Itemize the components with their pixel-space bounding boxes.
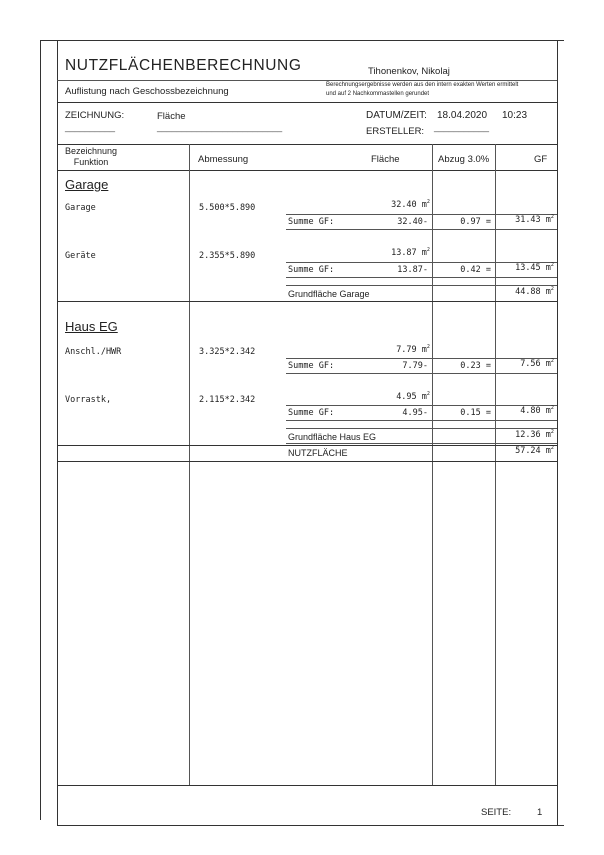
col-header-designation xyxy=(65,146,117,168)
sum-label-vorrastk: Summe GF: xyxy=(288,408,335,418)
gf-geraete-value: 13.45 xyxy=(515,263,541,273)
total-bottom-line-haus xyxy=(286,443,557,444)
unit-sup: 2 xyxy=(426,247,430,254)
author-name: Tihonenkov, Nikolaj xyxy=(368,66,450,77)
col-header-dimension: Abmessung xyxy=(198,154,249,165)
title-underline xyxy=(57,80,557,81)
unit-label: m xyxy=(545,430,551,440)
item-name-garage: Garage xyxy=(65,203,96,213)
deduction-vorrastk: 0.15 = xyxy=(460,408,491,418)
frame-top xyxy=(40,40,564,41)
item-dim-garage: 5.500*5.890 xyxy=(199,203,256,213)
unit-sup: 2 xyxy=(550,262,554,269)
col-header-gf: GF xyxy=(534,154,548,165)
creator-value: ___________ xyxy=(434,122,490,132)
total-value-haus-number: 12.36 xyxy=(515,430,541,440)
drawing-label: ZEICHNUNG: xyxy=(65,110,125,121)
summary-value xyxy=(498,446,554,456)
col-header-deduction: Abzug 3.0% xyxy=(438,154,490,165)
section-heading-garage: Garage xyxy=(65,177,109,192)
unit-label: m xyxy=(421,345,427,355)
unit-label: m xyxy=(421,200,427,210)
item-area-anschl-hwr-value: 7.79 xyxy=(396,345,417,355)
sum-bottom-line-geraete xyxy=(286,277,557,278)
frame-left xyxy=(57,40,58,825)
col-divider-3 xyxy=(495,144,496,785)
col-header-designation-line1: Bezeichnung xyxy=(65,146,118,156)
total-top-line-garage xyxy=(286,285,557,286)
gf-vorrastk xyxy=(498,406,554,416)
col-divider-2 xyxy=(432,144,433,785)
sum-value-geraete: 13.87- xyxy=(397,265,428,275)
item-dim-anschl-hwr: 3.325*2.342 xyxy=(199,347,256,357)
date-label: DATUM/ZEIT: xyxy=(366,110,427,121)
item-area-garage-value: 32.40 xyxy=(391,200,417,210)
left-binding-line xyxy=(40,40,41,820)
total-value-garage xyxy=(498,287,554,297)
date-value: 18.04.2020 xyxy=(437,110,488,121)
unit-sup: 2 xyxy=(426,391,430,398)
summary-top-line xyxy=(57,445,557,446)
footer-top-line xyxy=(57,785,557,786)
deduction-geraete: 0.42 = xyxy=(460,265,491,275)
unit-sup: 2 xyxy=(550,286,554,293)
rounding-note-line1: Berechnungsergebnisse werden aus den intern exakten Werten ermittelt xyxy=(326,82,519,88)
sum-bottom-line-anschl-hwr xyxy=(286,373,557,374)
rounding-note-line2: und auf 2 Nachkommastellen gerundet xyxy=(326,91,430,97)
item-area-geraete-value: 13.87 xyxy=(391,248,417,258)
unit-sup: 2 xyxy=(426,344,430,351)
sum-bottom-line-vorrastk xyxy=(286,420,557,421)
section-separator-garage xyxy=(57,301,557,302)
dash-line-a: __________ xyxy=(65,122,116,132)
total-value-garage-number: 44.88 xyxy=(515,287,541,297)
creator-label: ERSTELLER: xyxy=(366,126,425,137)
col-divider-1 xyxy=(189,144,190,785)
unit-label: m xyxy=(545,215,551,225)
item-dim-geraete: 2.355*5.890 xyxy=(199,251,256,261)
document-subtitle: Auflistung nach Geschossbezeichnung xyxy=(65,86,229,97)
sum-value-vorrastk: 4.95- xyxy=(402,408,428,418)
gf-anschl-hwr-value: 7.56 xyxy=(520,359,541,369)
sum-value-anschl-hwr: 7.79- xyxy=(402,361,428,371)
page-number: 1 xyxy=(537,807,543,818)
header-separator xyxy=(57,102,557,103)
item-area-anschl-hwr xyxy=(350,345,430,355)
unit-label: m xyxy=(421,392,427,402)
col-header-designation-line2: Funktion xyxy=(73,157,109,167)
column-header-bottom-line xyxy=(57,170,557,171)
unit-label: m xyxy=(545,287,551,297)
col-header-area: Fläche xyxy=(371,154,400,165)
total-label-garage: Grundfläche Garage xyxy=(288,289,370,299)
sum-label-anschl-hwr: Summe GF: xyxy=(288,361,335,371)
unit-sup: 2 xyxy=(550,358,554,365)
item-area-garage xyxy=(350,200,430,210)
sum-value-garage: 32.40- xyxy=(397,217,428,227)
unit-sup: 2 xyxy=(550,214,554,221)
item-dim-vorrastk: 2.115*2.342 xyxy=(199,395,256,405)
sum-label-geraete: Summe GF: xyxy=(288,265,335,275)
summary-bottom-line xyxy=(57,461,557,462)
sum-label-garage: Summe GF: xyxy=(288,217,335,227)
item-area-geraete xyxy=(350,248,430,258)
summary-label: NUTZFLÄCHE xyxy=(288,448,348,458)
gf-geraete xyxy=(498,263,554,273)
total-value-haus xyxy=(498,430,554,440)
page-label: SEITE: xyxy=(481,807,512,818)
total-label-haus: Grundfläche Haus EG xyxy=(288,432,377,442)
gf-garage-value: 31.43 xyxy=(515,215,541,225)
dash-line-b: _________________________ xyxy=(157,122,283,132)
unit-sup: 2 xyxy=(550,405,554,412)
item-area-vorrastk-value: 4.95 xyxy=(396,392,417,402)
drawing-value: Fläche xyxy=(157,111,186,122)
unit-label: m xyxy=(545,446,551,456)
item-name-geraete: Geräte xyxy=(65,251,96,261)
deduction-garage: 0.97 = xyxy=(460,217,491,227)
item-name-vorrastk: Vorrastk, xyxy=(65,395,112,405)
item-area-vorrastk xyxy=(350,392,430,402)
unit-label: m xyxy=(545,406,551,416)
column-header-top-line xyxy=(57,144,557,145)
gf-garage xyxy=(498,215,554,225)
summary-value-number: 57.24 xyxy=(515,446,541,456)
gf-vorrastk-value: 4.80 xyxy=(520,406,541,416)
unit-sup: 2 xyxy=(426,199,430,206)
unit-label: m xyxy=(545,263,551,273)
unit-sup: 2 xyxy=(550,429,554,436)
document-title: NUTZFLÄCHENBERECHNUNG xyxy=(65,57,302,74)
unit-label: m xyxy=(421,248,427,258)
unit-sup: 2 xyxy=(550,445,554,452)
frame-right xyxy=(557,40,558,825)
item-name-anschl-hwr: Anschl./HWR xyxy=(65,347,122,357)
gf-anschl-hwr xyxy=(498,359,554,369)
total-top-line-haus xyxy=(286,428,557,429)
deduction-anschl-hwr: 0.23 = xyxy=(460,361,491,371)
section-heading-haus-eg: Haus EG xyxy=(65,319,118,334)
unit-label: m xyxy=(545,359,551,369)
frame-bottom xyxy=(57,825,564,826)
time-value: 10:23 xyxy=(502,110,528,121)
sum-bottom-line-garage xyxy=(286,229,557,230)
